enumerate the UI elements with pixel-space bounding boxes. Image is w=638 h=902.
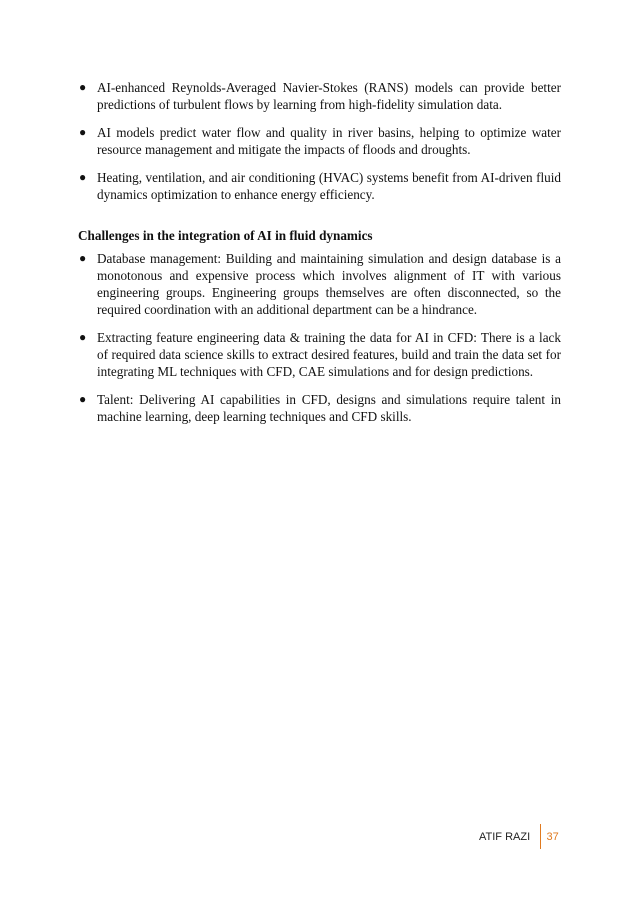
list-item-text: Talent: Delivering AI capabilities in CFD, designs and simulations require talent in machine learning, deep learning techniques and CFD skills. — [97, 392, 561, 424]
list-item — [78, 79, 561, 113]
list-item-text: Database management: Building and maintaining simulation and design database is a monotonous and expensive process which involves alignment of IT with various engineering groups. Engineering groups themselves are often disconnected, so the required coordination with an additional department can be a hindrance. — [97, 251, 561, 317]
application-bullet-list — [78, 79, 561, 214]
list-item-text: Extracting feature engineering data & training the data for AI in CFD: There is a lack of required data science skills to extract desired features, build and train the data set for integrating ML techniques with CFD, CAE simulations and for design predictions. — [97, 330, 561, 379]
footer-author: ATIF RAZI — [479, 830, 531, 843]
bullet-icon: ● — [79, 392, 87, 406]
list-item-text: AI-enhanced Reynolds-Averaged Navier-Stokes (RANS) models can provide better predictions of turbulent flows by learning from high-fidelity simulation data. — [97, 80, 561, 112]
list-item — [78, 124, 561, 158]
list-item-text: Heating, ventilation, and air conditioning (HVAC) systems benefit from AI-driven fluid dynamics optimization to enhance energy efficiency. — [97, 170, 561, 202]
list-item — [78, 250, 561, 318]
list-item — [78, 169, 561, 203]
bullet-icon: ● — [79, 170, 87, 184]
bullet-icon: ● — [79, 330, 87, 344]
section-heading: Challenges in the integration of AI in fluid dynamics — [78, 228, 373, 243]
list-item-text: AI models predict water flow and quality in river basins, helping to optimize water resource management and mitigate the impacts of floods and droughts. — [97, 125, 561, 157]
bullet-icon: ● — [79, 251, 87, 265]
challenges-bullet-list — [78, 250, 561, 436]
bullet-icon: ● — [79, 80, 87, 94]
list-item — [78, 329, 561, 380]
page-number: 37 — [540, 824, 564, 849]
bullet-icon: ● — [79, 125, 87, 139]
page-footer — [479, 824, 564, 849]
list-item — [78, 391, 561, 425]
